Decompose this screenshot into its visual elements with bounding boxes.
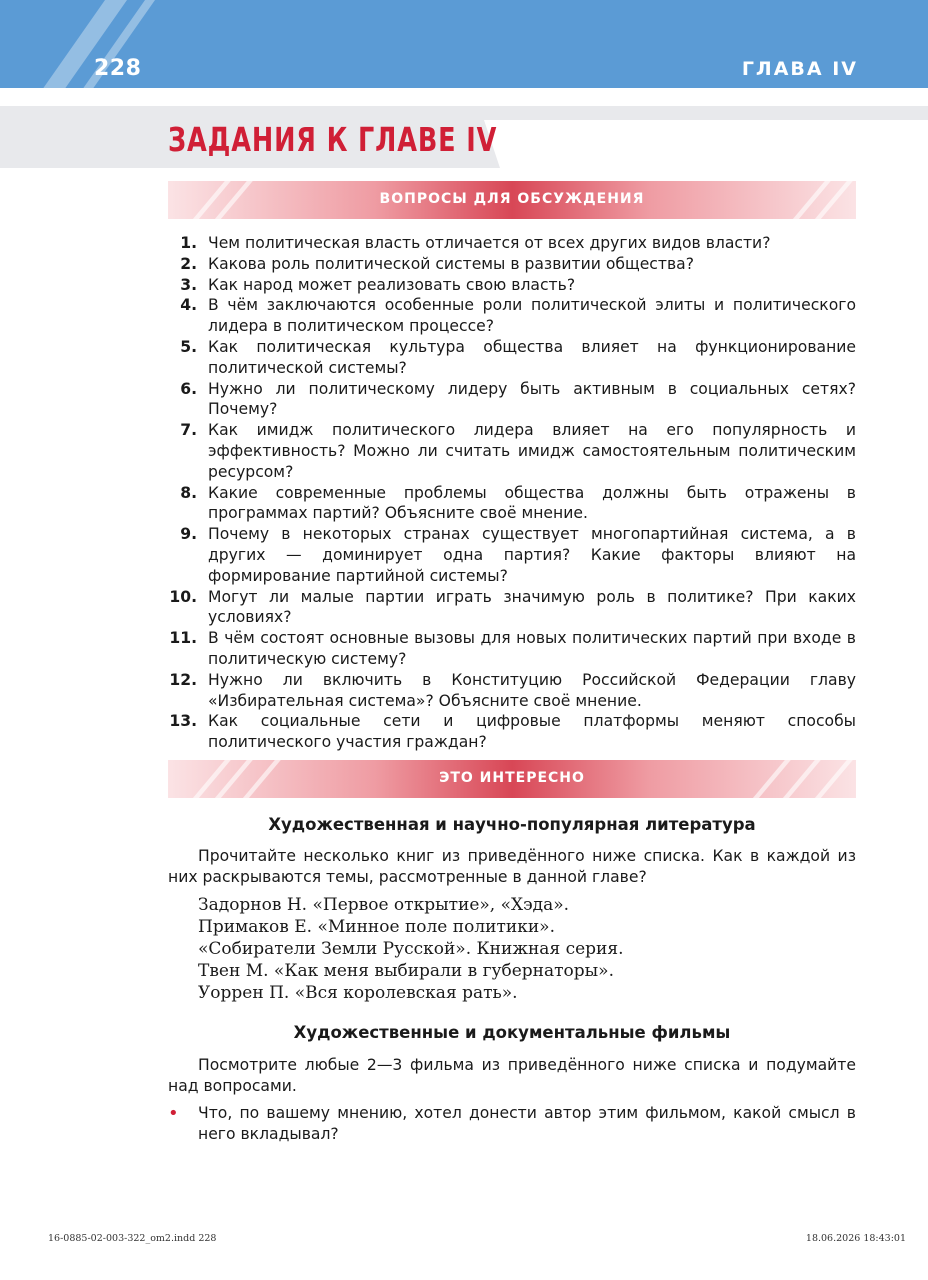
page-title: ЗАДАНИЯ К ГЛАВЕ IV — [168, 120, 498, 159]
page-number: 228 — [94, 56, 142, 81]
list-item: 4. В чём заключаются особенные роли политической элиты и политического лидера в политическом процессе? — [180, 296, 856, 336]
list-item: 9. Почему в некоторых странах существует многопартийная система, а в других — доминирует одна партия? Какие факторы влияют на формирование партийной системы? — [180, 525, 856, 585]
list-item: 11. В чём состоят основные вызовы для новых политических партий при входе в политическую систему? — [169, 629, 856, 668]
bullet-icon: • — [168, 1103, 179, 1124]
interesting-section-label: ЭТО ИНТЕРЕСНО — [439, 770, 585, 786]
list-item: 5. Как политическая культура общества влияет на функционирование политической системы? — [180, 337, 856, 377]
films-heading: Художественные и документальные фильмы — [293, 1023, 731, 1042]
list-item: 13. Как социальные сети и цифровые платформы меняют способы политического участия граждан? — [169, 712, 856, 752]
list-item: 10. Могут ли малые партии играть значимую роль в политике? При каких условиях? — [169, 587, 856, 627]
literature-heading: Художественная и научно-популярная литература — [268, 815, 756, 834]
discussion-section-label: ВОПРОСЫ ДЛЯ ОБСУЖДЕНИЯ — [379, 191, 645, 207]
list-item: 8. Какие современные проблемы общества должны быть отражены в программах партий? Объясните своё мнение. — [180, 483, 856, 523]
discussion-section-bar — [168, 181, 856, 219]
chapter-label: ГЛАВА IV — [741, 58, 858, 80]
book-list — [198, 894, 838, 1004]
footer-timestamp: 18.06.2026 18:43:01 — [805, 1233, 906, 1244]
list-item: 1. Чем политическая власть отличается от всех других видов власти? — [180, 234, 771, 252]
literature-intro: Прочитайте несколько книг из приведённого ниже списка. Как в каждой из них раскрываются темы, рассмотренные в данной главе? — [168, 847, 856, 886]
films-intro: Посмотрите любые 2—3 фильма из приведённого ниже списка и подумайте над вопросами. — [168, 1056, 856, 1095]
list-item: Твен М. «Как меня выбирали в губернаторы». — [198, 961, 614, 981]
list-item: «Собиратели Земли Русской». Книжная серия. — [198, 939, 624, 959]
list-item: 2. Какова роль политической системы в развитии общества? — [180, 254, 694, 273]
discussion-questions — [168, 233, 856, 753]
list-item: 3. Как народ может реализовать свою власть? — [180, 275, 576, 294]
list-item: 12. Нужно ли включить в Конституцию Российской Федерации главу «Избирательная система»? Объясните своё мнение. — [169, 670, 856, 710]
list-item: 6. Нужно ли политическому лидеру быть активным в социальных сетях? Почему? — [180, 379, 856, 419]
list-item: • Что, по вашему мнению, хотел донести автор этим фильмом, какой смысл в него вкладывал? — [168, 1103, 856, 1143]
interesting-section-bar — [168, 760, 856, 798]
footer-file-info: 16-0885-02-003-322_om2.indd 228 — [48, 1233, 217, 1244]
list-item: Примаков Е. «Минное поле политики». — [198, 917, 555, 937]
list-item: Задорнов Н. «Первое открытие», «Хэда». — [198, 895, 570, 915]
list-item: 7. Как имидж политического лидера влияет на его популярность и эффективность? Можно ли считать имидж самостоятельным политическим ресурсом? — [180, 421, 856, 481]
list-item: Уоррен П. «Вся королевская рать». — [198, 983, 518, 1003]
header-divider — [0, 106, 928, 120]
page-header — [0, 0, 928, 88]
